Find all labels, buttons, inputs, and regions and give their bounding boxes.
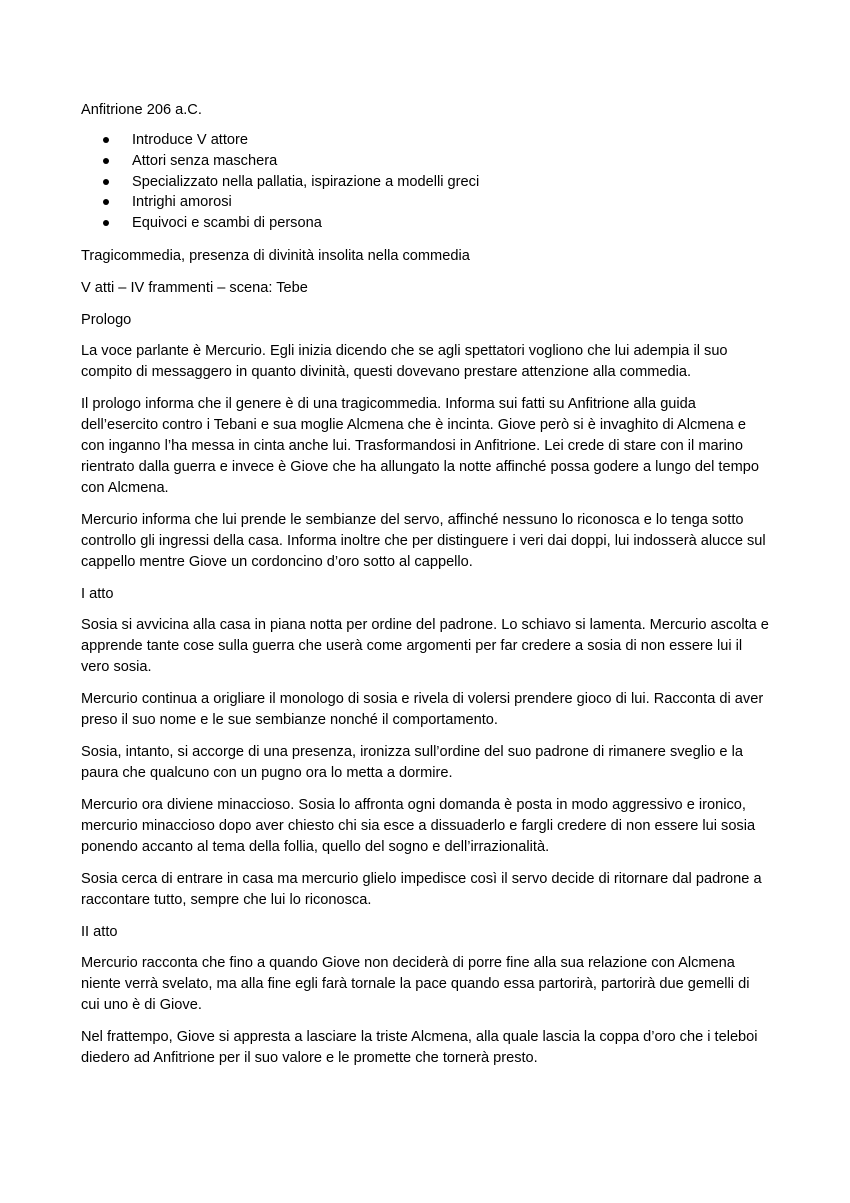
list-item-text: Introduce V attore xyxy=(132,132,249,148)
prologo-paragraph-2: Il prologo informa che il genere è di una tragicommedia. Informa sui fatti su Anfitrione alla guida dell’esercito contro i Tebani e sua moglie Alcmena che è incinta. Giove però si è invaghito di Alcmena e con inganno l’ha messa in cinta anche lui. Trasformandosi in Anfitrione. Lei crede di stare con il marino rientrato dalla guerra e invece è Giove che ha allungato la notte affinché possa godere a lungo del tempo con Alcmena. xyxy=(81,395,759,496)
list-item xyxy=(81,151,771,172)
document-title: Anfitrione 206 a.C. xyxy=(81,102,202,118)
atto1-paragraph-1: Sosia si avvicina alla casa in piana notta per ordine del padrone. Lo schiavo si lamenta. Mercurio ascolta e apprende tante cose sulla guerra che userà come argomenti per far credere a sosia di non essere lui il vero sosia. xyxy=(81,616,769,675)
list-item-text: Intrighi amorosi xyxy=(132,194,232,211)
bullet-icon xyxy=(103,137,109,143)
atto1-paragraph-2: Mercurio continua a origliare il monologo di sosia e rivela di volersi prendere gioco di lui. Racconta di aver preso il suo nome e le sue sembianze nonché il comportamento. xyxy=(81,690,764,728)
bullet-icon xyxy=(103,179,109,185)
bullet-icon xyxy=(103,199,109,205)
atto1-paragraph-3: Sosia, intanto, si accorge di una presenza, ironizza sull’ordine del suo padrone di rimanere sveglio e la paura che qualcuno con un pugno ora lo metta a dormire. xyxy=(81,743,743,781)
prologo-paragraph-1: La voce parlante è Mercurio. Egli inizia dicendo che se agli spettatori vogliono che lui adempia il suo compito di messaggero in quanto divinità, questi dovevano prestare attenzione alla commedia. xyxy=(81,342,728,380)
list-item xyxy=(81,213,771,234)
bullet-icon xyxy=(103,158,109,164)
list-item-text: Specializzato nella pallatia, ispirazione a modelli greci xyxy=(132,173,480,190)
list-item-text: Equivoci e scambi di persona xyxy=(132,215,322,232)
list-item-text: Attori senza maschera xyxy=(132,152,278,169)
document-page xyxy=(81,100,771,1080)
genre-paragraph: Tragicommedia, presenza di divinità insolita nella commedia xyxy=(81,247,470,264)
feature-list xyxy=(81,130,771,234)
atto1-paragraph-4: Mercurio ora diviene minaccioso. Sosia lo affronta ogni domanda è posta in modo aggressivo e ironico, mercurio minaccioso dopo aver chiesto chi sia esce a dissuaderlo e fargli credere di non essere lui sosia ponendo accanto al tema della follia, quello del sogno e dell’irrazionalità. xyxy=(81,796,756,855)
prologo-heading: Prologo xyxy=(81,311,132,328)
list-item xyxy=(81,192,771,213)
bullet-icon xyxy=(103,220,109,226)
prologo-paragraph-3: Mercurio informa che lui prende le sembianze del servo, affinché nessuno lo riconosca e lo tenga sotto controllo gli ingressi della casa. Informa inoltre che per distinguere i veri dai doppi, lui indosserà alucce sul cappello mentre Giove un cordoncino d’oro sotto al cappello. xyxy=(81,511,766,570)
atto1-paragraph-5: Sosia cerca di entrare in casa ma mercurio glielo impedisce così il servo decide di ritornare dal padrone a raccontare tutto, sempre che lui lo riconosca. xyxy=(81,870,762,908)
atto2-paragraph-1: Mercurio racconta che fino a quando Giove non deciderà di porre fine alla sua relazione con Alcmena niente verrà svelato, ma alla fine egli farà tornale la pace quando essa partorirà, partorirà due gemelli di cui uno è di Giove. xyxy=(81,954,750,1013)
atto2-paragraph-2: Nel frattempo, Giove si appresta a lasciare la triste Alcmena, alla quale lascia la coppa d’oro che i teleboi diedero ad Anfitrione per il suo valore e le promette che tornerà presto. xyxy=(81,1028,758,1066)
structure-paragraph: V atti – IV frammenti – scena: Tebe xyxy=(81,279,308,296)
atto1-heading: I atto xyxy=(81,585,114,602)
atto2-heading: II atto xyxy=(81,923,118,940)
list-item xyxy=(81,130,771,151)
list-item xyxy=(81,172,771,193)
